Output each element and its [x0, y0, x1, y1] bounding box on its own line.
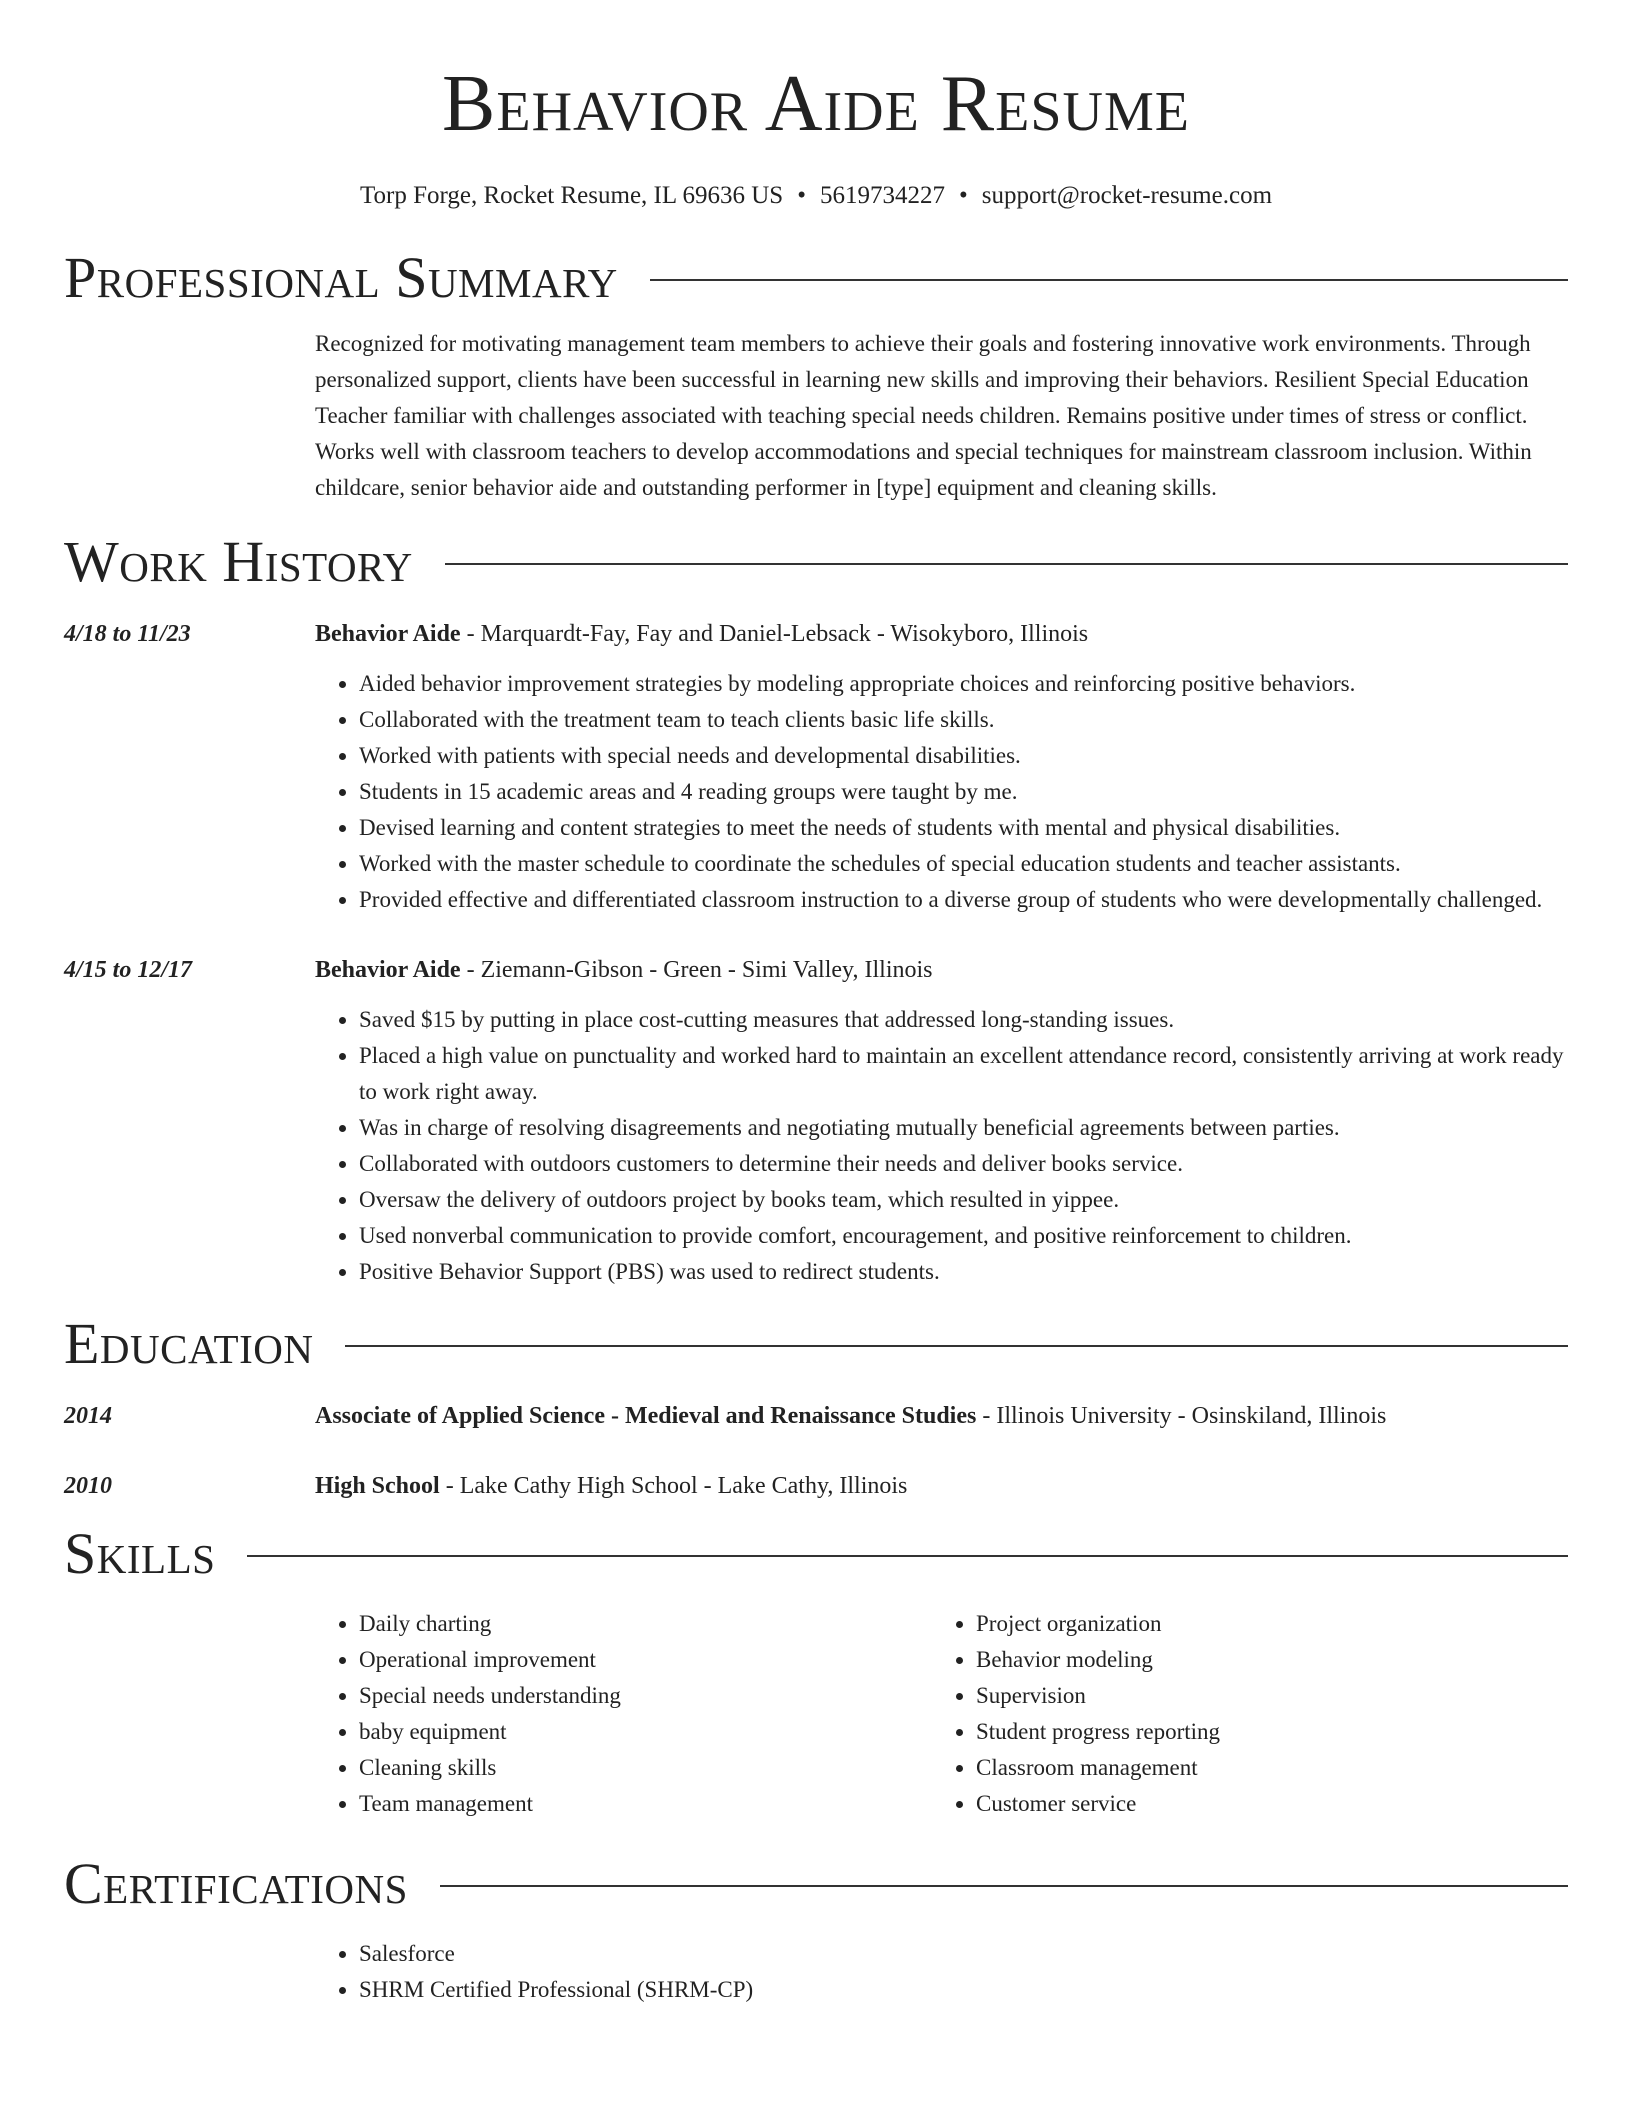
section-divider	[440, 1885, 1568, 1887]
section-header-work-history	[64, 530, 1568, 594]
list-item: • Placed a high value on punctuality and worked hard to maintain an excellent attendance record, consistently arriving at work ready to work right away.	[359, 1038, 1568, 1110]
education-line	[315, 1398, 1568, 1434]
list-item: • Collaborated with outdoors customers to determine their needs and deliver books service.	[359, 1146, 1568, 1182]
education-year: 2010	[64, 1473, 112, 1499]
list-item: • Project organization	[976, 1606, 1549, 1642]
section-title-education: Education	[64, 1311, 314, 1376]
list-item: • Team management	[359, 1786, 932, 1822]
job-content	[315, 616, 1568, 918]
certifications-list	[315, 1936, 1568, 2008]
list-item: • Cleaning skills	[359, 1750, 932, 1786]
list-item: • Salesforce	[359, 1936, 1568, 1972]
section-header-skills	[64, 1522, 1568, 1586]
education-degree: Associate of Applied Science - Medieval and Renaissance Studies	[315, 1403, 977, 1429]
list-item: • Collaborated with the treatment team to teach clients basic life skills.	[359, 702, 1568, 738]
skills-columns	[315, 1606, 1568, 1822]
document-title: Behavior Aide Resume	[442, 60, 1190, 148]
job-title-line	[315, 952, 1568, 988]
summary-block	[315, 326, 1568, 506]
education-entry	[64, 1468, 1568, 1504]
section-header-education	[64, 1312, 1568, 1376]
section-header-summary	[64, 246, 1568, 310]
job-role: Behavior Aide	[315, 621, 461, 647]
job-entry	[64, 616, 1568, 918]
contact-separator: •	[958, 182, 968, 209]
job-bullets	[315, 1002, 1568, 1290]
education-details: - Illinois University - Osinskiland, Illinois	[976, 1403, 1387, 1429]
job-dates: 4/18 to 11/23	[64, 621, 191, 647]
contact-line	[64, 180, 1568, 212]
job-role: Behavior Aide	[315, 957, 461, 983]
section-divider	[247, 1555, 1568, 1557]
section-divider	[650, 279, 1568, 281]
contact-separator: •	[797, 182, 806, 209]
summary-text: Recognized for motivating management team members to achieve their goals and fostering innovative work environments. Through personalized support, clients have been successful in learning new skills and improving their behaviors. Resilient Special Education Teacher familiar with challenges associated with teaching special needs children. Remains positive under times of stress or conflict. Works well with classroom teachers to develop accommodations and special techniques for mainstream classroom inclusion. Within childcare, senior behavior aide and outstanding performer in [type] equipment and cleaning skills.	[315, 331, 1532, 500]
list-item: • Aided behavior improvement strategies by modeling appropriate choices and reinforcing positive behaviors.	[359, 666, 1568, 702]
list-item: • Customer service	[976, 1786, 1549, 1822]
skills-list-left	[315, 1606, 932, 1822]
list-item: • Students in 15 academic areas and 4 reading groups were taught by me.	[359, 774, 1568, 810]
job-title-line	[315, 616, 1568, 652]
list-item: • Worked with the master schedule to coordinate the schedules of special education students and teacher assistants.	[359, 846, 1568, 882]
section-divider	[445, 563, 1568, 565]
work-history-list	[64, 616, 1568, 1290]
list-item: • Operational improvement	[359, 1642, 932, 1678]
education-entry	[64, 1398, 1568, 1434]
list-item: • Used nonverbal communication to provide comfort, encouragement, and positive reinforcement to children.	[359, 1218, 1568, 1254]
education-list	[64, 1398, 1568, 1504]
education-line	[315, 1468, 1568, 1504]
list-item: • Provided effective and differentiated classroom instruction to a diverse group of students who were developmentally challenged.	[359, 882, 1568, 918]
list-item: • Saved $15 by putting in place cost-cutting measures that addressed long-standing issues.	[359, 1002, 1568, 1038]
job-details: - Marquardt-Fay, Fay and Daniel-Lebsack - Wisokyboro, Illinois	[460, 621, 1089, 647]
education-degree: High School	[315, 1473, 440, 1499]
job-dates: 4/15 to 12/17	[64, 957, 193, 983]
list-item: • Worked with patients with special needs and developmental disabilities.	[359, 738, 1568, 774]
section-title-work-history: Work History	[64, 529, 413, 594]
contact-address: Torp Forge, Rocket Resume, IL 69636 US	[359, 182, 784, 209]
list-item: • Classroom management	[976, 1750, 1549, 1786]
certifications-block	[315, 1936, 1568, 2008]
section-divider	[345, 1345, 1568, 1347]
list-item: • Behavior modeling	[976, 1642, 1549, 1678]
list-item: • Was in charge of resolving disagreements and negotiating mutually beneficial agreements between parties.	[359, 1110, 1568, 1146]
education-year: 2014	[64, 1403, 112, 1429]
section-title-skills: Skills	[64, 1521, 216, 1586]
list-item: • SHRM Certified Professional (SHRM-CP)	[359, 1972, 1568, 2008]
section-header-certifications	[64, 1852, 1568, 1916]
job-entry	[64, 952, 1568, 1290]
job-bullets	[315, 666, 1568, 918]
list-item: • Positive Behavior Support (PBS) was used to redirect students.	[359, 1254, 1568, 1290]
job-content	[315, 952, 1568, 1290]
list-item: • Supervision	[976, 1678, 1549, 1714]
list-item: • Daily charting	[359, 1606, 932, 1642]
list-item: • Student progress reporting	[976, 1714, 1549, 1750]
section-title-certifications: Certifications	[64, 1851, 408, 1916]
contact-phone: 5619734227	[819, 182, 945, 209]
skills-list-right	[932, 1606, 1549, 1822]
list-item: • baby equipment	[359, 1714, 932, 1750]
list-item: • Oversaw the delivery of outdoors project by books team, which resulted in yippee.	[359, 1182, 1568, 1218]
section-title-summary: Professional Summary	[64, 245, 618, 310]
list-item: • Devised learning and content strategies to meet the needs of students with mental and physical disabilities.	[359, 810, 1568, 846]
list-item: • Special needs understanding	[359, 1678, 932, 1714]
education-details: - Lake Cathy High School - Lake Cathy, Illinois	[439, 1473, 908, 1499]
contact-email: support@rocket-resume.com	[981, 182, 1273, 209]
job-details: - Ziemann-Gibson - Green - Simi Valley, Illinois	[460, 957, 933, 983]
